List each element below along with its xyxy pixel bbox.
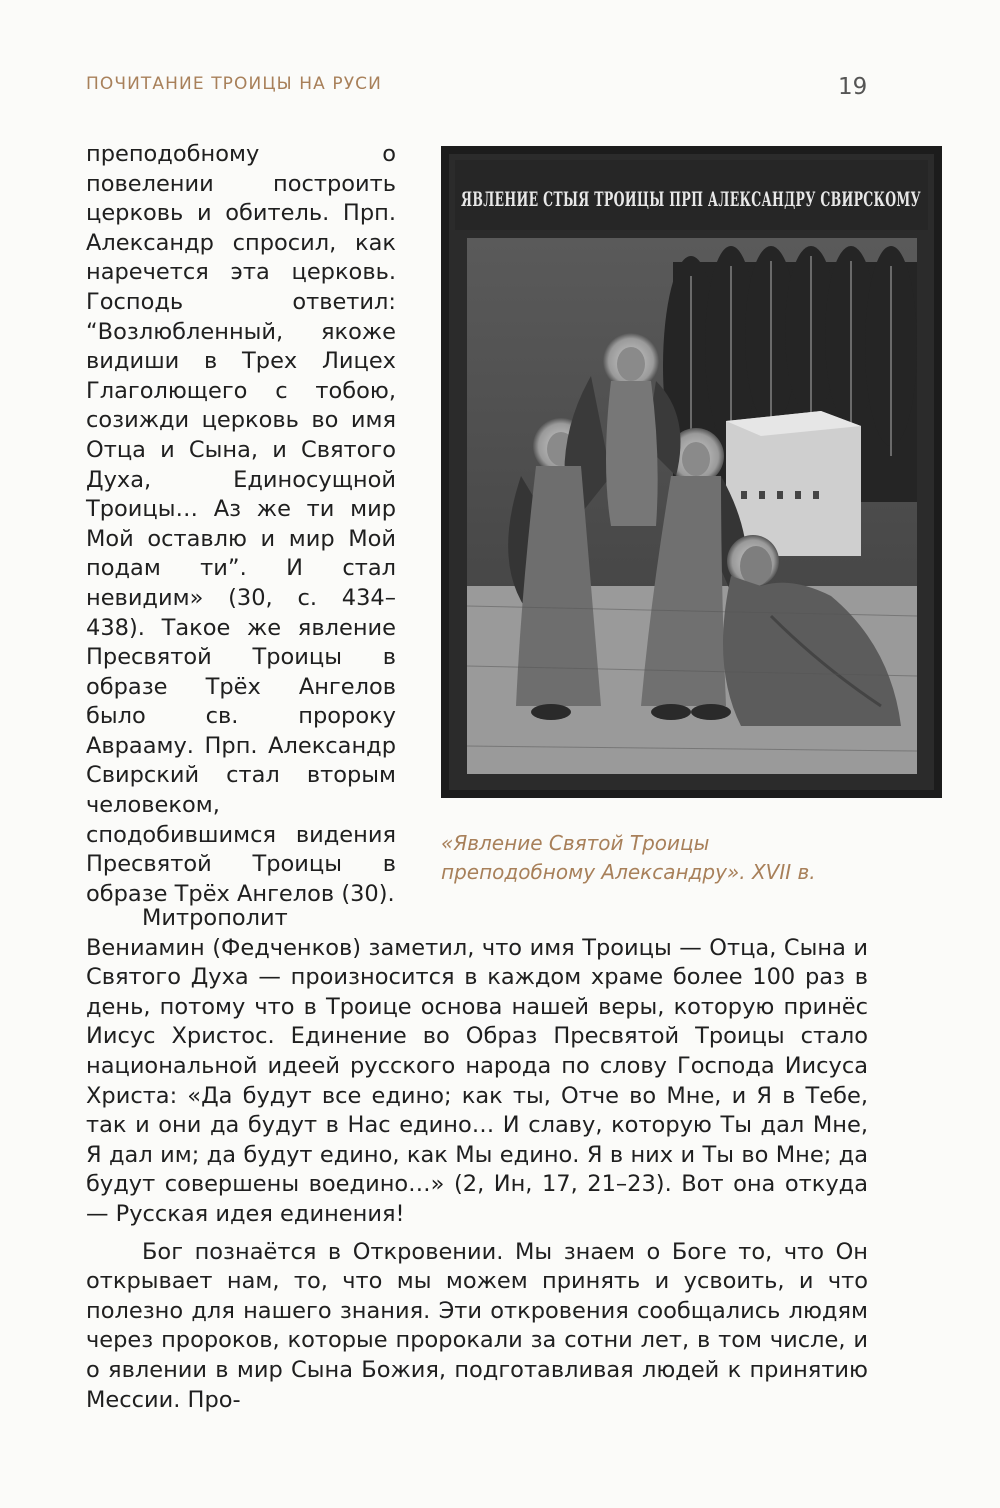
icon-image (441, 146, 942, 798)
figure (441, 146, 942, 887)
caption-line-1: «Явление Святой Троицы (441, 831, 710, 855)
paragraph-2: Бог познаётся в Откровении. Мы знаем о Боге то, что Он открывает нам, то, что мы можем принять и усвоить, и что полезно для нашего знания. Эти откровения сообщались людям через пророков, которые пророкали за сотни лет, в том числе, и о явлении в мир Сына Божия, подготавливая людей к принятию Мессии. Про- (86, 1238, 868, 1413)
figure-caption (441, 829, 942, 887)
caption-spacer (408, 904, 868, 932)
page-number: 19 (838, 74, 868, 100)
icon-inscription: ЯВЛЕНИЕ СТЫЯ ТРОИЦЫ ПРП АЛЕКСАНДРУ СВИРСКОМУ (461, 187, 921, 211)
left-column-text: преподобному о повелении построить церковь и обитель. Прп. Александр спросил, как наречется эта церковь. Господь ответил: “Возлюбленный, якоже видиши в Трех Лицех Глаголющего с тобою, созижди церковь во имя Отца и Сына, и Святого Духа, Единосущной Троицы… Аз же ти мир Мой оставлю и мир Мой подам ти”. И стал невидим» (30, с. 434–438). Такое же явление Пресвятой Троицы в образе Трёх Ангелов было св. пророку Аврааму. Прп. Александр Свирский стал вторым человеком, сподобившимся видения Пресвятой Троицы в образе Трёх Ангелов (30). (86, 141, 396, 907)
caption-line-2: преподобному Александру». XVII в. (441, 860, 816, 884)
main-text (86, 904, 868, 1415)
running-title: ПОЧИТАНИЕ ТРОИЦЫ НА РУСИ (86, 74, 382, 94)
left-column (86, 140, 396, 909)
paragraph-1: Митрополит Вениамин (Федченков) заметил, что имя Троицы — Отца, Сына и Святого Духа — произносится в каждом храме более 100 раз в день, потому что в Троице основа нашей веры, которую принёс Иисус Христос. Единение во Образ Пресвятой Троицы стало национальной идеей русского народа по слову Господа Иисуса Христа: «Да будут все едино; как ты, Отче во Мне, и Я в Тебе, так и они да будут в Нас едино… И славу, которую Ты дал Мне, Я дал им; да будут едино, как Мы едино. Я в них и Ты во Мне; да будут совершены воедино…» (2, Ин, 17, 21–23). Вот она откуда — Русская идея единения! (86, 905, 868, 1227)
